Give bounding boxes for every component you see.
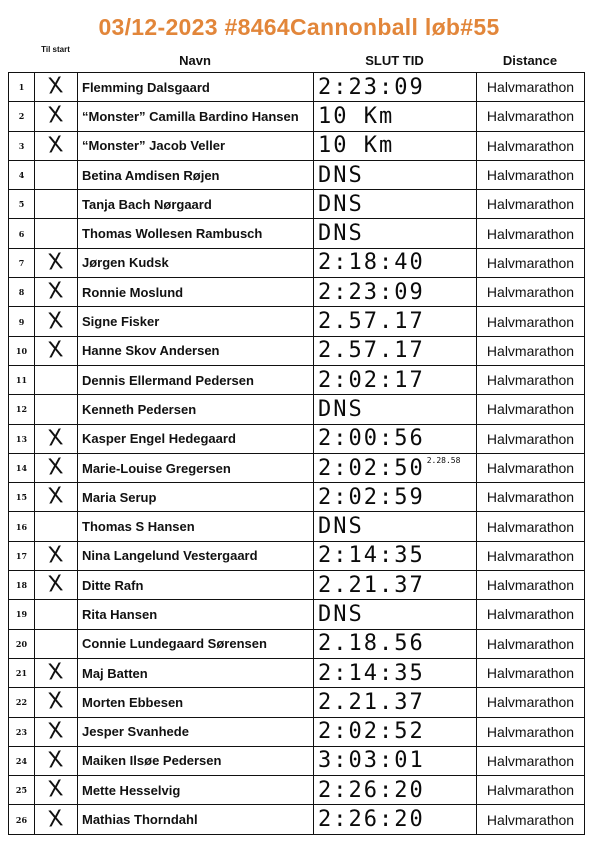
check-mark-icon: X [47, 278, 65, 305]
finish-time: DNS [318, 191, 364, 217]
check-mark-icon: X [47, 805, 65, 833]
table-row [9, 424, 585, 453]
start-check-cell [35, 658, 78, 687]
finish-time: 2.21.37 [318, 689, 425, 715]
finish-time-cell [314, 365, 477, 394]
check-mark-icon: X [47, 454, 65, 481]
participant-name: Maria Serup [78, 483, 314, 512]
distance: Halvmarathon [477, 658, 585, 687]
check-mark-icon: X [47, 688, 65, 716]
finish-time: 2.21.37 [318, 572, 425, 598]
start-check-cell [35, 190, 78, 219]
finish-time: 2:26:20 [318, 807, 425, 833]
row-number: 23 [9, 717, 35, 746]
finish-time: 2.57.17 [318, 309, 425, 335]
finish-time-cell [314, 278, 477, 307]
finish-time-cell [314, 571, 477, 600]
distance: Halvmarathon [477, 541, 585, 570]
check-mark-icon: X [47, 249, 65, 276]
row-number: 1 [9, 73, 35, 102]
table-row [9, 73, 585, 102]
participant-name: Marie-Louise Gregersen [78, 453, 314, 482]
distance: Halvmarathon [477, 278, 585, 307]
start-check-cell [35, 307, 78, 336]
table-row [9, 307, 585, 336]
finish-time-cell [314, 248, 477, 277]
finish-time-cell [314, 512, 477, 541]
start-check-cell [35, 278, 78, 307]
table-row [9, 160, 585, 189]
distance: Halvmarathon [477, 600, 585, 629]
finish-time: DNS [318, 221, 364, 247]
finish-time-cell [314, 600, 477, 629]
finish-time: 2:14:35 [318, 660, 425, 686]
distance: Halvmarathon [477, 483, 585, 512]
row-number: 6 [9, 219, 35, 248]
finish-time: 2.18.56 [318, 631, 425, 657]
check-mark-icon: X [47, 776, 65, 803]
participant-name: Rita Hansen [78, 600, 314, 629]
finish-time-cell [314, 219, 477, 248]
participant-name: Kasper Engel Hedegaard [78, 424, 314, 453]
finish-time: 10 Km [318, 133, 395, 159]
finish-time-cell [314, 746, 477, 775]
finish-time: DNS [318, 162, 364, 188]
table-row [9, 131, 585, 160]
distance: Halvmarathon [477, 190, 585, 219]
finish-time-note: 2.28.58 [426, 455, 461, 465]
finish-time-cell [314, 336, 477, 365]
participant-name: Betina Amdisen Røjen [78, 160, 314, 189]
table-row [9, 248, 585, 277]
participant-name: Thomas S Hansen [78, 512, 314, 541]
row-number: 20 [9, 629, 35, 658]
sheet-title: 03/12-2023 #8464Cannonball løb#55 [98, 14, 500, 40]
distance: Halvmarathon [477, 395, 585, 424]
table-row [9, 717, 585, 746]
finish-time-cell [314, 453, 477, 482]
table-row [9, 629, 585, 658]
distance: Halvmarathon [477, 248, 585, 277]
finish-time: 2:14:35 [318, 543, 425, 569]
finish-time: 2:00:56 [318, 426, 425, 452]
distance: Halvmarathon [477, 131, 585, 160]
finish-time-cell [314, 307, 477, 336]
finish-time-cell [314, 776, 477, 805]
distance: Halvmarathon [477, 512, 585, 541]
header-til-start: Til start [41, 45, 70, 54]
row-number: 5 [9, 190, 35, 219]
header-distance: Distance [502, 53, 558, 68]
start-check-cell [35, 629, 78, 658]
participant-name: Mette Hesselvig [78, 776, 314, 805]
row-number: 11 [9, 365, 35, 394]
check-mark-icon: X [47, 659, 65, 686]
row-number: 8 [9, 278, 35, 307]
participant-name: Maiken Ilsøe Pedersen [78, 746, 314, 775]
distance: Halvmarathon [477, 746, 585, 775]
table-row [9, 805, 585, 834]
distance: Halvmarathon [477, 571, 585, 600]
distance: Halvmarathon [477, 160, 585, 189]
check-mark-icon: X [47, 337, 65, 364]
row-number: 13 [9, 424, 35, 453]
row-number: 7 [9, 248, 35, 277]
start-check-cell [35, 131, 78, 160]
start-check-cell [35, 453, 78, 482]
start-check-cell [35, 512, 78, 541]
participant-name: Kenneth Pedersen [78, 395, 314, 424]
finish-time: 2.57.17 [318, 338, 425, 364]
finish-time-cell [314, 102, 477, 131]
start-check-cell [35, 776, 78, 805]
distance: Halvmarathon [477, 717, 585, 746]
participants-table [8, 72, 585, 835]
finish-time-cell [314, 395, 477, 424]
participant-name: Hanne Skov Andersen [78, 336, 314, 365]
distance: Halvmarathon [477, 453, 585, 482]
participant-name: Mathias Thorndahl [78, 805, 314, 834]
finish-time: 2:18:40 [318, 250, 425, 276]
finish-time-cell [314, 424, 477, 453]
start-check-cell [35, 248, 78, 277]
check-mark-icon: X [47, 483, 65, 511]
row-number: 16 [9, 512, 35, 541]
check-mark-icon: X [47, 307, 65, 335]
finish-time: DNS [318, 396, 364, 422]
participant-name: Signe Fisker [78, 307, 314, 336]
start-check-cell [35, 395, 78, 424]
table-row [9, 365, 585, 394]
participants-table-body [9, 73, 585, 835]
finish-time-cell [314, 541, 477, 570]
start-check-cell [35, 746, 78, 775]
row-number: 26 [9, 805, 35, 834]
check-mark-icon: X [47, 717, 65, 745]
row-number: 12 [9, 395, 35, 424]
start-check-cell [35, 483, 78, 512]
start-check-cell [35, 336, 78, 365]
finish-time-cell [314, 483, 477, 512]
start-check-cell [35, 571, 78, 600]
participant-name: Nina Langelund Vestergaard [78, 541, 314, 570]
finish-time-cell [314, 131, 477, 160]
distance: Halvmarathon [477, 805, 585, 834]
row-number: 4 [9, 160, 35, 189]
table-row [9, 395, 585, 424]
finish-time: DNS [318, 601, 364, 627]
table-row [9, 658, 585, 687]
distance: Halvmarathon [477, 336, 585, 365]
participant-name: Ditte Rafn [78, 571, 314, 600]
finish-time: 2:26:20 [318, 777, 425, 803]
distance: Halvmarathon [477, 688, 585, 717]
start-check-cell [35, 73, 78, 102]
table-row [9, 776, 585, 805]
finish-time: DNS [318, 514, 364, 540]
finish-time: 10 Km [318, 103, 395, 129]
finish-time-cell [314, 688, 477, 717]
finish-time: 2:02:52 [318, 719, 425, 745]
table-row [9, 219, 585, 248]
distance: Halvmarathon [477, 365, 585, 394]
table-row [9, 453, 585, 482]
table-row [9, 102, 585, 131]
check-mark-icon: X [47, 747, 65, 774]
finish-time-cell [314, 805, 477, 834]
table-row [9, 688, 585, 717]
distance: Halvmarathon [477, 307, 585, 336]
participant-name: Jørgen Kudsk [78, 248, 314, 277]
table-row [9, 541, 585, 570]
start-check-cell [35, 717, 78, 746]
finish-time: 3:03:01 [318, 748, 425, 774]
finish-time: 2:02:59 [318, 484, 425, 510]
table-row [9, 571, 585, 600]
finish-time-cell [314, 160, 477, 189]
row-number: 2 [9, 102, 35, 131]
table-row [9, 746, 585, 775]
table-row [9, 278, 585, 307]
table-row [9, 336, 585, 365]
row-number: 17 [9, 541, 35, 570]
check-mark-icon: X [47, 132, 65, 159]
participant-name: Connie Lundegaard Sørensen [78, 629, 314, 658]
row-number: 24 [9, 746, 35, 775]
start-check-cell [35, 160, 78, 189]
row-number: 22 [9, 688, 35, 717]
participant-name: Dennis Ellermand Pedersen [78, 365, 314, 394]
finish-time-cell [314, 629, 477, 658]
row-number: 15 [9, 483, 35, 512]
start-check-cell [35, 219, 78, 248]
participant-name: Thomas Wollesen Rambusch [78, 219, 314, 248]
participant-name: “Monster” Jacob Veller [78, 131, 314, 160]
table-row [9, 190, 585, 219]
participant-name: Flemming Dalsgaard [78, 73, 314, 102]
row-number: 10 [9, 336, 35, 365]
start-check-cell [35, 600, 78, 629]
participant-name: “Monster” Camilla Bardino Hansen [78, 102, 314, 131]
row-number: 25 [9, 776, 35, 805]
start-check-cell [35, 424, 78, 453]
table-row [9, 512, 585, 541]
finish-time: 2:02:17 [318, 367, 425, 393]
finish-time: 2:23:09 [318, 279, 425, 305]
header-slut-tid: SLUT TID [365, 53, 424, 68]
start-check-cell [35, 688, 78, 717]
check-mark-icon: X [47, 424, 65, 452]
finish-time-cell [314, 717, 477, 746]
distance: Halvmarathon [477, 219, 585, 248]
row-number: 14 [9, 453, 35, 482]
check-mark-icon: X [47, 542, 65, 569]
participant-name: Maj Batten [78, 658, 314, 687]
check-mark-icon: X [47, 73, 65, 100]
participant-name: Ronnie Moslund [78, 278, 314, 307]
finish-time: 2:02:50 [318, 455, 425, 481]
start-check-cell [35, 805, 78, 834]
start-check-cell [35, 541, 78, 570]
header-navn: Navn [179, 53, 211, 68]
participant-name: Tanja Bach Nørgaard [78, 190, 314, 219]
check-mark-icon: X [47, 102, 65, 130]
participant-name: Jesper Svanhede [78, 717, 314, 746]
distance: Halvmarathon [477, 73, 585, 102]
row-number: 21 [9, 658, 35, 687]
row-number: 9 [9, 307, 35, 336]
finish-time-cell [314, 73, 477, 102]
distance: Halvmarathon [477, 424, 585, 453]
row-number: 19 [9, 600, 35, 629]
distance: Halvmarathon [477, 629, 585, 658]
finish-time: 2:23:09 [318, 74, 425, 100]
row-number: 18 [9, 571, 35, 600]
finish-time-cell [314, 658, 477, 687]
table-row [9, 483, 585, 512]
start-check-cell [35, 102, 78, 131]
finish-time-cell [314, 190, 477, 219]
distance: Halvmarathon [477, 102, 585, 131]
table-row [9, 600, 585, 629]
participant-name: Morten Ebbesen [78, 688, 314, 717]
distance: Halvmarathon [477, 776, 585, 805]
row-number: 3 [9, 131, 35, 160]
check-mark-icon: X [47, 571, 65, 598]
start-check-cell [35, 365, 78, 394]
